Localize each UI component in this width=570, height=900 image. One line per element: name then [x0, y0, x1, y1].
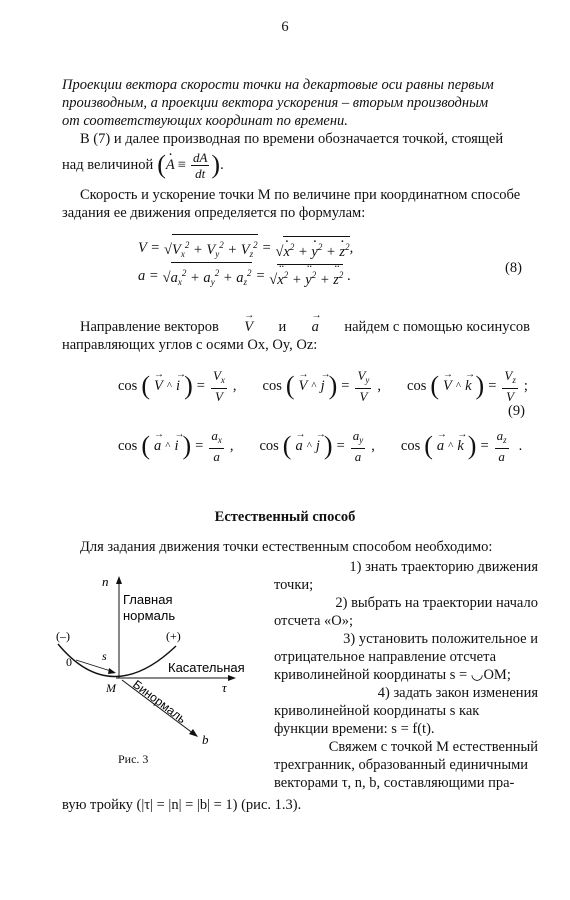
eq9-row-2: cos ( → a ^ → i ) = $\frac{a_x}{a}$ , cos ( → a ^ → j ) = $\frac{a_y}{a}$ , cos ( → a ^ → k ) = $\frac{a_z}{a}$ .	[118, 428, 522, 464]
s-arrow-head	[108, 668, 116, 674]
normal-arrow	[116, 576, 122, 584]
step-line-11: Свяжем с точкой M естественный	[328, 739, 538, 755]
speed-line-2: задания ее движения определяется по формулам:	[62, 205, 366, 221]
direction-part-a: Направление векторов	[80, 319, 219, 335]
direction-part-c: найдем с помощью косинусов	[344, 319, 530, 335]
notation-eq: ≡	[177, 157, 186, 173]
label-n: n	[102, 574, 109, 589]
binormal-arrow	[189, 729, 198, 737]
intro-line-3: от соответствующих координат по времени.	[62, 113, 348, 129]
eq9-cos-5: cos	[259, 438, 279, 454]
label-main: Главная	[123, 592, 173, 607]
direction-line-1	[80, 318, 530, 336]
intro-line-2: производным, а проекции вектора ускорения – вторым производным	[62, 95, 489, 111]
notation-num: dA	[192, 149, 208, 165]
step-line-3: 2) выбрать на траектории начало	[335, 595, 538, 611]
last-line: вую тройку (|τ| = |n| = |b| = 1) (рис. 1.3).	[62, 797, 302, 813]
eq9-cos-2: cos	[262, 378, 282, 394]
speed-line-1: Скорость и ускорение точки M по величине при координатном способе	[80, 187, 521, 203]
eq8-v-eq: =	[261, 240, 272, 256]
label-normal: нормаль	[123, 608, 176, 623]
notation-line-2: над величиной ( · A ≡ $\frac{dA}{dt}$ ) .	[62, 152, 224, 178]
natural-intro: Для задания движения точки естественным способом необходимо:	[80, 539, 493, 555]
vector-a-label: → a	[312, 318, 319, 336]
eq9-row-1: cos ( → V ^ → i ) = $\frac{V_x}{V}$ , cos ( → V ^ → j ) = $\frac{V_y}{V}$ , cos ( → V ^ → k ) = $\frac{V_z}{V}$ ;	[118, 368, 528, 404]
notation-prefix: над величиной	[62, 157, 154, 173]
label-minus: (–)	[56, 629, 70, 643]
eq8-number: (8)	[505, 260, 522, 276]
trajectory-curve	[58, 644, 176, 677]
steps-block	[274, 558, 538, 792]
step-line-9: криволинейной координаты s как	[274, 703, 480, 719]
step-line-5: 3) установить положительное и	[343, 631, 538, 647]
eq8-a-eq: =	[255, 268, 266, 284]
label-b: b	[202, 732, 209, 747]
step-line-6: отрицательное направление отсчета	[274, 649, 497, 665]
step-line-8: 4) задать закон изменения	[377, 685, 538, 701]
eq9-cos-3: cos	[407, 378, 427, 394]
intro-line-1: Проекции вектора скорости точки на декартовые оси равны первым	[62, 77, 494, 93]
eq8-line-1: V = $√V_x^2 + V_y^2 + V_z^2$ = √· $x^2$ + · $y^2$ + · $z^2$ ,	[138, 236, 353, 260]
eq9-semicolon: ;	[523, 378, 528, 394]
step-line-13: векторами τ, n, b, составляющими пра-	[274, 775, 515, 791]
page-number: 6	[281, 19, 289, 35]
figure-caption: Рис. 3	[118, 752, 149, 766]
tangent-arrow	[228, 675, 236, 681]
notation-den: dt	[195, 165, 206, 181]
notation-lhs: · A	[166, 156, 175, 174]
eq8-line-2: a = $√a_x^2 + a_y^2 + a_z^2$ = √¨ $x^2$ + ¨ $y^2$ + ¨ $z^2$ .	[138, 264, 351, 288]
label-zero: 0	[66, 655, 72, 669]
eq9-number: (9)	[508, 403, 525, 419]
label-plus: (+)	[166, 629, 181, 643]
eq9-cos-4: cos	[118, 438, 138, 454]
notation-line-1: В (7) и далее производная по времени обозначается точкой, стоящей	[80, 131, 504, 147]
eq9-period: .	[518, 438, 523, 454]
natural-trihedron-figure	[56, 568, 266, 758]
direction-line-2: направляющих углов с осями Ox, Oy, Oz:	[62, 337, 318, 353]
label-binormal: Бинормаль	[130, 677, 189, 727]
eq8-v-lhs: V =	[138, 240, 161, 256]
eq9-cos-1: cos	[118, 378, 138, 394]
step-line-12: трехгранник, образованный единичными	[274, 757, 529, 773]
eq8-comma: ,	[349, 240, 354, 256]
step-line-1: 1) знать траекторию движения	[349, 559, 538, 575]
eq8-period: .	[347, 268, 352, 284]
label-tangent: Касательная	[168, 660, 245, 675]
direction-part-b: и	[278, 319, 287, 335]
step-line-2: точки;	[274, 577, 314, 593]
label-M: M	[106, 681, 116, 695]
notation-end: .	[220, 157, 224, 173]
step-line-10: функции времени: s = f(t).	[274, 721, 435, 737]
eq9-cos-6: cos	[400, 438, 421, 454]
section-title: Естественный способ	[214, 509, 356, 525]
step-line-7: криволинейной координаты s = ◡OM;	[274, 667, 511, 683]
eq8-a-lhs: a =	[138, 268, 159, 284]
vector-v-label: → V	[244, 318, 253, 336]
step-line-4: отсчета «О»;	[274, 613, 354, 629]
label-s: s	[102, 649, 107, 663]
label-tau: τ	[222, 680, 227, 695]
